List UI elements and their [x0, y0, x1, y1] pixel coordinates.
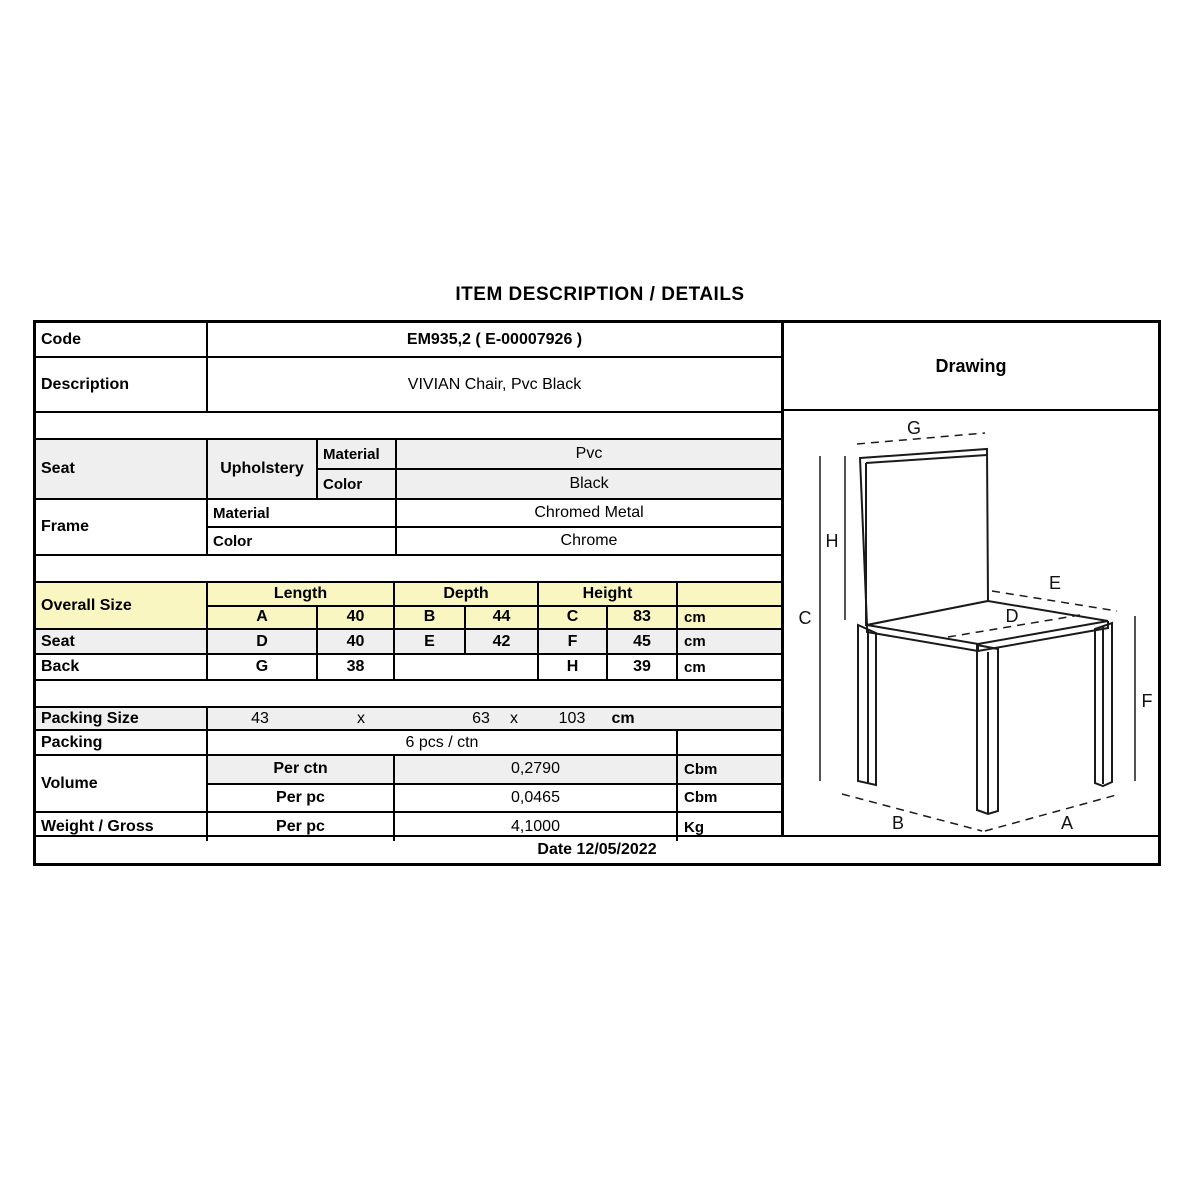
packing-size-x1: x	[357, 709, 365, 727]
dim-label-b: B	[891, 813, 905, 833]
weight-per: Per pc	[208, 813, 395, 841]
volume-ctn-value: 0,2790	[395, 756, 678, 783]
packing-size-row	[36, 708, 781, 731]
frame-material-rows	[36, 500, 781, 556]
packing-label: Packing	[36, 731, 208, 754]
back-size-label: Back	[36, 655, 208, 679]
frame-material-value: Chromed Metal	[534, 504, 644, 521]
back-depth-empty	[395, 655, 539, 679]
dim-val-e: 42	[466, 630, 539, 653]
date-value: Date 12/05/2022	[537, 841, 657, 858]
dim-val-a: 40	[318, 607, 395, 629]
dim-val-f: 45	[608, 630, 678, 653]
volume-ctn-row	[208, 756, 781, 785]
frame-label: Frame	[36, 500, 208, 554]
table-body	[36, 323, 1158, 835]
code-row	[36, 323, 781, 358]
packing-size-w: 43	[251, 709, 269, 727]
seat-material-rows	[36, 440, 781, 500]
frame-color-label: Color	[213, 532, 253, 550]
packing-empty	[678, 731, 781, 754]
date-row	[36, 835, 1158, 863]
size-grid	[208, 583, 781, 628]
seat-color-label: Color	[323, 475, 363, 493]
seat-material-label: Material	[323, 445, 380, 463]
frame-material-label: Material	[213, 504, 270, 522]
packing-size-label: Packing Size	[36, 708, 208, 729]
frame-color-value: Chrome	[560, 532, 618, 549]
volume-pc-row	[208, 785, 781, 812]
description-label: Description	[36, 358, 208, 411]
dim-key-e: E	[395, 630, 466, 653]
spec-table	[33, 320, 1161, 866]
dim-val-c: 83	[608, 607, 678, 629]
size-header-empty	[678, 583, 781, 605]
dim-key-a: A	[208, 607, 318, 629]
height-header: Height	[539, 583, 678, 605]
packing-row	[36, 731, 781, 756]
drawing-area	[784, 411, 1158, 835]
overall-unit: cm	[684, 608, 706, 626]
volume-rows	[36, 756, 781, 813]
size-header-row	[208, 583, 781, 607]
back-size-row	[36, 655, 781, 681]
seat-color-value: Black	[569, 475, 609, 492]
dim-label-e: E	[1048, 573, 1062, 593]
volume-ctn-per: Per ctn	[208, 756, 395, 783]
description-value: VIVIAN Chair, Pvc Black	[407, 375, 582, 393]
packing-size-values	[208, 708, 781, 729]
weight-label: Weight / Gross	[36, 813, 208, 841]
spacer-row	[36, 556, 781, 583]
spacer-row	[36, 681, 781, 708]
dim-val-d: 40	[318, 630, 395, 653]
dim-label-d: D	[1005, 606, 1019, 626]
dim-line-a	[985, 794, 1120, 831]
drawing-header: Drawing	[784, 323, 1158, 411]
overall-values-row	[208, 607, 781, 629]
volume-ctn-unit: Cbm	[684, 760, 718, 778]
seat-attr-labels	[318, 440, 395, 498]
dim-key-d: D	[208, 630, 318, 653]
back-size-unit: cm	[684, 658, 706, 676]
dim-label-h: H	[825, 531, 839, 551]
seat-material-value: Pvc	[575, 445, 603, 462]
code-value: EM935,2 ( E-00007926 )	[406, 330, 583, 348]
seat-size-row	[36, 630, 781, 655]
packing-size-h: 103	[558, 709, 586, 727]
volume-pc-per: Per pc	[208, 785, 395, 812]
volume-grid	[208, 756, 781, 811]
seat-size-unit: cm	[684, 633, 706, 650]
dim-key-g: G	[208, 655, 318, 679]
dim-key-b: B	[395, 607, 466, 629]
details-table	[36, 323, 781, 835]
drawing-panel	[781, 323, 1158, 835]
length-header: Length	[208, 583, 395, 605]
dim-label-a: A	[1060, 813, 1074, 833]
dim-val-h: 39	[608, 655, 678, 679]
volume-label: Volume	[36, 756, 208, 811]
packing-size-d: 63	[472, 709, 490, 727]
packing-value: 6 pcs / ctn	[208, 731, 678, 754]
weight-value: 4,1000	[395, 813, 678, 841]
dim-label-f: F	[1141, 691, 1153, 711]
packing-size-unit: cm	[611, 709, 635, 727]
packing-size-x2: x	[510, 709, 518, 727]
dim-key-c: C	[539, 607, 608, 629]
frame-attr-values	[395, 500, 781, 554]
seat-attr-values	[395, 440, 781, 498]
dim-key-f: F	[539, 630, 608, 653]
volume-pc-value: 0,0465	[395, 785, 678, 812]
overall-size-rows	[36, 583, 781, 630]
chair-drawing	[784, 411, 1163, 839]
page-title: ITEM DESCRIPTION / DETAILS	[455, 284, 745, 305]
description-row	[36, 358, 781, 413]
dim-line-b	[842, 794, 982, 831]
chair-wireframe	[858, 449, 1112, 814]
volume-pc-unit: Cbm	[684, 789, 718, 807]
dim-label-c: C	[798, 608, 812, 628]
overall-size-label: Overall Size	[36, 583, 208, 628]
upholstery-label: Upholstery	[208, 440, 318, 498]
dim-key-h: H	[539, 655, 608, 679]
weight-unit: Kg	[684, 818, 704, 836]
seat-label: Seat	[36, 440, 208, 498]
frame-attr-labels	[208, 500, 395, 554]
spacer-row	[36, 413, 781, 440]
dim-val-b: 44	[466, 607, 539, 629]
dim-val-g: 38	[318, 655, 395, 679]
dim-label-g: G	[906, 418, 922, 438]
seat-size-label: Seat	[36, 630, 208, 653]
depth-header: Depth	[395, 583, 539, 605]
code-label: Code	[36, 323, 208, 356]
